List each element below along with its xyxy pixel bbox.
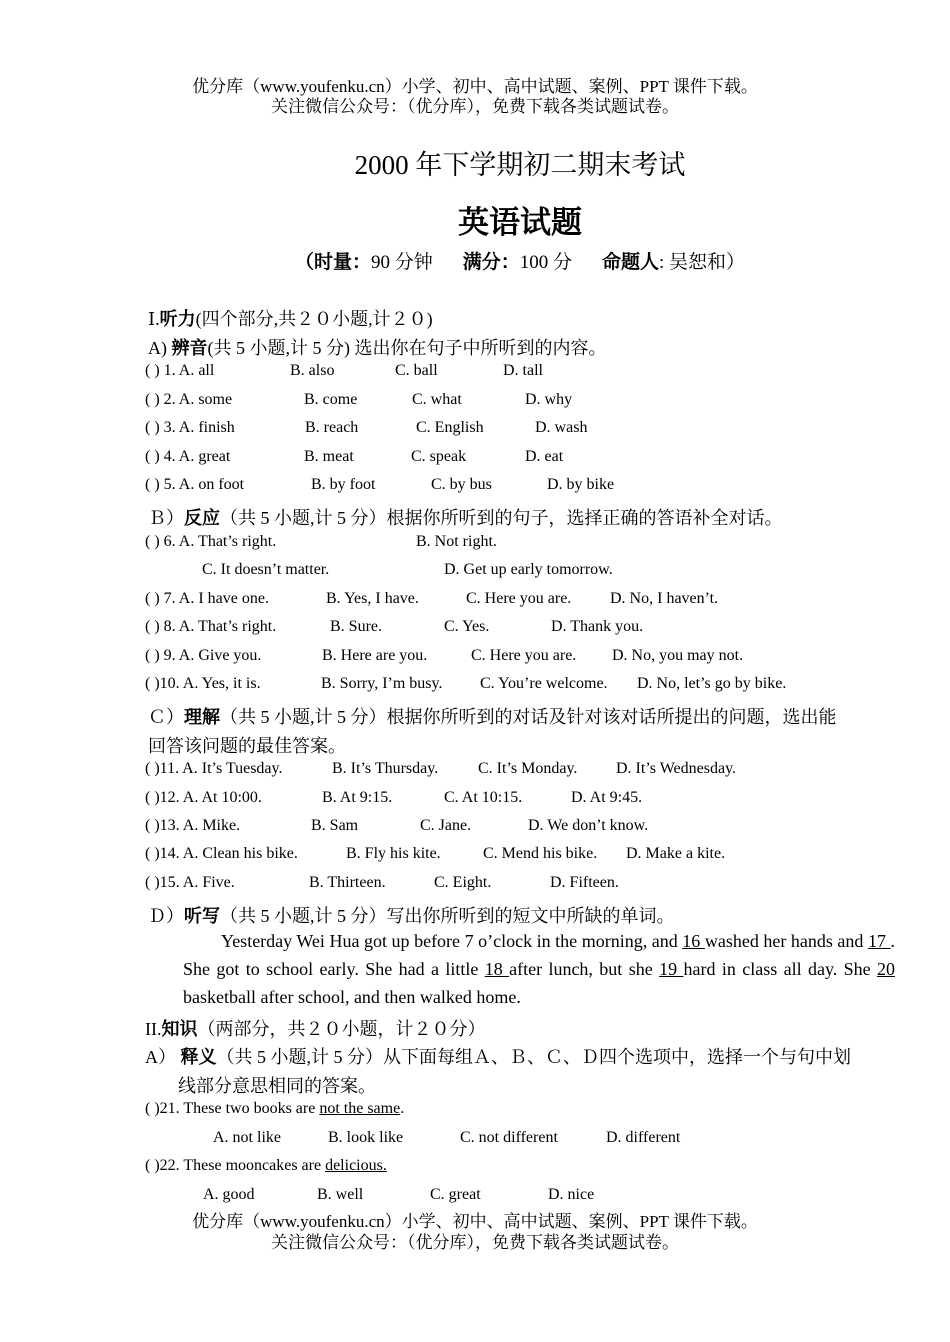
q21-underlined: not the same bbox=[319, 1100, 401, 1117]
q4-option-b: B. meat bbox=[304, 448, 354, 465]
question-row-21-options bbox=[145, 1129, 845, 1155]
part2a-desc: （共 5 小题,计 5 分）从下面每组Ａ、Ｂ、Ｃ、Ｄ四个选项中，选择一个与句中划 bbox=[216, 1047, 851, 1067]
q15-option-c: C. Eight. bbox=[434, 874, 492, 891]
q22-stem bbox=[145, 1157, 387, 1175]
q4-stem: ( ) 4. A. great bbox=[145, 448, 231, 465]
part1a-heading bbox=[148, 334, 607, 360]
q5-option-c: C. by bus bbox=[431, 476, 492, 493]
part1a-desc: (共 5 小题,计 5 分) 选出你在句子中所听到的内容。 bbox=[207, 338, 607, 358]
q21-option-c: C. not different bbox=[460, 1129, 558, 1146]
part1d-heading bbox=[148, 902, 675, 928]
q3-option-c: C. English bbox=[416, 419, 484, 436]
blank-17: 17 bbox=[867, 931, 891, 951]
q1-option-d: D. tall bbox=[503, 362, 543, 379]
dictation-text-2: washed her hands and bbox=[704, 931, 868, 951]
q2-option-b: B. come bbox=[304, 391, 358, 408]
part1c-desc: （共 5 小题,计 5 分）根据你所听到的对话及针对该对话所提出的问题，选出能 bbox=[220, 707, 837, 727]
part1b-desc: （共 5 小题,计 5 分）根据你所听到的句子，选择正确的答语补全对话。 bbox=[220, 508, 783, 528]
q9-option-c: C. Here you are. bbox=[471, 647, 577, 664]
question-row-13 bbox=[145, 817, 845, 843]
q10-option-c: C. You’re welcome. bbox=[480, 675, 608, 692]
q1-option-c: C. ball bbox=[395, 362, 438, 379]
q2-option-d: D. why bbox=[525, 391, 573, 408]
q9-option-d: D. No, you may not. bbox=[612, 647, 744, 664]
question-row-21 bbox=[145, 1100, 845, 1126]
question-row-11 bbox=[145, 760, 845, 786]
meta-open: （ bbox=[294, 252, 314, 273]
q14-option-c: C. Mend his bike. bbox=[483, 845, 598, 862]
q1-stem: ( ) 1. A. all bbox=[145, 362, 215, 379]
q2-option-c: C. what bbox=[412, 391, 462, 408]
q11-option-b: B. It’s Thursday. bbox=[332, 760, 439, 777]
part1b-label: Ｂ） bbox=[148, 508, 184, 528]
q11-stem: ( )11. A. It’s Tuesday. bbox=[145, 760, 283, 777]
dictation-passage bbox=[183, 927, 895, 1011]
q8-option-d: D. Thank you. bbox=[551, 618, 644, 635]
q4-option-d: D. eat bbox=[525, 448, 564, 465]
q5-option-d: D. by bike bbox=[547, 476, 615, 493]
q14-option-d: D. Make a kite. bbox=[626, 845, 726, 862]
question-row-12 bbox=[145, 789, 845, 815]
q10-option-b: B. Sorry, I’m busy. bbox=[321, 675, 443, 692]
question-row-14 bbox=[145, 845, 845, 871]
part2-name: 知识 bbox=[161, 1019, 198, 1039]
q7-option-b: B. Yes, I have. bbox=[326, 590, 419, 607]
question-row-8 bbox=[145, 618, 845, 644]
question-row-7 bbox=[145, 590, 845, 616]
part1b-name: 反应 bbox=[184, 508, 220, 528]
q6-option-d: D. Get up early tomorrow. bbox=[444, 561, 613, 578]
part2-heading bbox=[145, 1015, 486, 1041]
dictation-text-1: Yesterday Wei Hua got up before 7 o’clock in the morning, and bbox=[221, 931, 683, 951]
q7-stem: ( ) 7. A. I have one. bbox=[145, 590, 269, 607]
part1c-desc-line2: 回答该问题的最佳答案。 bbox=[148, 736, 346, 756]
q12-option-c: C. At 10:15. bbox=[444, 789, 523, 806]
question-row-22-options bbox=[145, 1186, 845, 1212]
q8-option-b: B. Sure. bbox=[330, 618, 382, 635]
q12-option-d: D. At 9:45. bbox=[571, 789, 643, 806]
part1d-desc: （共 5 小题,计 5 分）写出你所听到的短文中所缺的单词。 bbox=[220, 906, 675, 926]
q2-stem: ( ) 2. A. some bbox=[145, 391, 233, 408]
question-row-22 bbox=[145, 1157, 845, 1183]
q21-option-a: A. not like bbox=[213, 1129, 281, 1146]
part1-desc: (四个部分,共２０小题,计２０) bbox=[195, 309, 433, 329]
question-row-15 bbox=[145, 874, 845, 900]
q7-option-d: D. No, I haven’t. bbox=[610, 590, 719, 607]
q22-option-a: A. good bbox=[203, 1186, 255, 1203]
page-header-line2: 关注微信公众号：（优分库），免费下载各类试题试卷。 bbox=[271, 97, 679, 116]
q11-option-c: C. It’s Monday. bbox=[478, 760, 578, 777]
q13-stem: ( )13. A. Mike. bbox=[145, 817, 241, 834]
q14-option-b: B. Fly his kite. bbox=[346, 845, 441, 862]
question-row-2 bbox=[145, 391, 845, 417]
q9-option-b: B. Here are you. bbox=[322, 647, 428, 664]
question-row-1 bbox=[145, 362, 845, 388]
part2a-desc-line2: 线部分意思相同的答案。 bbox=[178, 1076, 376, 1096]
q14-stem: ( )14. A. Clean his bike. bbox=[145, 845, 298, 862]
q3-stem: ( ) 3. A. finish bbox=[145, 419, 235, 436]
part2-num: II. bbox=[145, 1019, 162, 1039]
q15-stem: ( )15. A. Five. bbox=[145, 874, 235, 891]
time-label: 时量： bbox=[313, 252, 371, 273]
exam-subtitle: 英语试题 bbox=[458, 205, 582, 240]
q22-pre: ( )22. These mooncakes are bbox=[145, 1157, 326, 1174]
q13-option-d: D. We don’t know. bbox=[528, 817, 649, 834]
part2a-name: 释义 bbox=[180, 1047, 217, 1067]
q21-option-b: B. look like bbox=[328, 1129, 404, 1146]
part1a-label: A) bbox=[148, 338, 172, 358]
part1-name: 听力 bbox=[159, 309, 196, 329]
q21-post: . bbox=[400, 1100, 405, 1117]
q6-stem: ( ) 6. A. That’s right. bbox=[145, 533, 277, 550]
score-value: 100 分 bbox=[519, 252, 573, 273]
page-footer-line1: 优分库（www.youfenku.cn）小学、初中、高中试题、案例、PPT 课件下载。 bbox=[192, 1212, 758, 1231]
exam-title: 2000 年下学期初二期末考试 bbox=[354, 150, 686, 180]
question-row-10 bbox=[145, 675, 845, 701]
dictation-text-6: basketball after school, and then walked home. bbox=[183, 987, 521, 1007]
q3-option-b: B. reach bbox=[305, 419, 359, 436]
part1a-name: 辨音 bbox=[171, 338, 208, 358]
part1b-heading bbox=[148, 504, 783, 530]
question-row-3 bbox=[145, 419, 845, 445]
blank-16: 16 bbox=[682, 931, 705, 951]
question-row-9 bbox=[145, 647, 845, 673]
part2-desc: （两部分，共２０小题，计２０分） bbox=[197, 1019, 486, 1039]
q10-option-d: D. No, let’s go by bike. bbox=[637, 675, 787, 692]
q13-option-c: C. Jane. bbox=[420, 817, 472, 834]
q10-stem: ( )10. A. Yes, it is. bbox=[145, 675, 261, 692]
score-label: 满分： bbox=[462, 252, 520, 273]
q15-option-d: D. Fifteen. bbox=[550, 874, 619, 891]
q1-option-b: B. also bbox=[290, 362, 335, 379]
q22-option-d: D. nice bbox=[548, 1186, 595, 1203]
q21-pre: ( )21. These two books are bbox=[145, 1100, 320, 1117]
question-row-5 bbox=[145, 476, 845, 502]
q5-stem: ( ) 5. A. on foot bbox=[145, 476, 245, 493]
q12-option-b: B. At 9:15. bbox=[322, 789, 393, 806]
q22-option-b: B. well bbox=[317, 1186, 364, 1203]
q8-option-c: C. Yes. bbox=[444, 618, 490, 635]
dictation-text-3: . She got to school early. She had a little bbox=[183, 931, 896, 979]
part1d-label: Ｄ） bbox=[148, 906, 184, 926]
q9-stem: ( ) 9. A. Give you. bbox=[145, 647, 262, 664]
exam-meta bbox=[0, 247, 950, 274]
q8-stem: ( ) 8. A. That’s right. bbox=[145, 618, 277, 635]
part2a-heading bbox=[145, 1043, 851, 1069]
part1d-name: 听写 bbox=[184, 906, 220, 926]
question-row-6 bbox=[145, 533, 845, 559]
q21-option-d: D. different bbox=[606, 1129, 681, 1146]
part2a-label: A） bbox=[145, 1047, 181, 1067]
q11-option-d: D. It’s Wednesday. bbox=[616, 760, 737, 777]
part1-heading bbox=[148, 305, 433, 331]
blank-20: 20 bbox=[877, 959, 896, 979]
q21-stem bbox=[145, 1100, 404, 1118]
q3-option-d: D. wash bbox=[535, 419, 588, 436]
part1c-heading bbox=[148, 703, 837, 729]
blank-18: 18 bbox=[484, 959, 510, 979]
question-row-4 bbox=[145, 448, 845, 474]
page-header-line1: 优分库（www.youfenku.cn）小学、初中、高中试题、案例、PPT 课件下载。 bbox=[192, 77, 758, 96]
q5-option-b: B. by foot bbox=[311, 476, 376, 493]
author-value: : 吴恕和） bbox=[659, 252, 746, 273]
q7-option-c: C. Here you are. bbox=[466, 590, 572, 607]
q22-option-c: C. great bbox=[430, 1186, 481, 1203]
q15-option-b: B. Thirteen. bbox=[309, 874, 386, 891]
blank-19: 19 bbox=[659, 959, 684, 979]
q6-option-b: B. Not right. bbox=[416, 533, 497, 550]
time-value: 90 分钟 bbox=[370, 252, 433, 273]
q6-option-c: C. It doesn’t matter. bbox=[202, 561, 330, 578]
page-footer-line2: 关注微信公众号：（优分库），免费下载各类试题试卷。 bbox=[271, 1233, 679, 1252]
q22-underlined: delicious. bbox=[325, 1157, 387, 1174]
part1c-name: 理解 bbox=[184, 707, 220, 727]
part1c-label: Ｃ） bbox=[148, 707, 184, 727]
q4-option-c: C. speak bbox=[411, 448, 467, 465]
q13-option-b: B. Sam bbox=[311, 817, 359, 834]
dictation-text-5: hard in class all day. She bbox=[683, 959, 878, 979]
dictation-text-4: after lunch, but she bbox=[509, 959, 660, 979]
author-label: 命题人 bbox=[602, 252, 660, 273]
q12-stem: ( )12. A. At 10:00. bbox=[145, 789, 262, 806]
part1-num: Ⅰ. bbox=[148, 309, 160, 329]
question-row-6b bbox=[145, 561, 845, 587]
